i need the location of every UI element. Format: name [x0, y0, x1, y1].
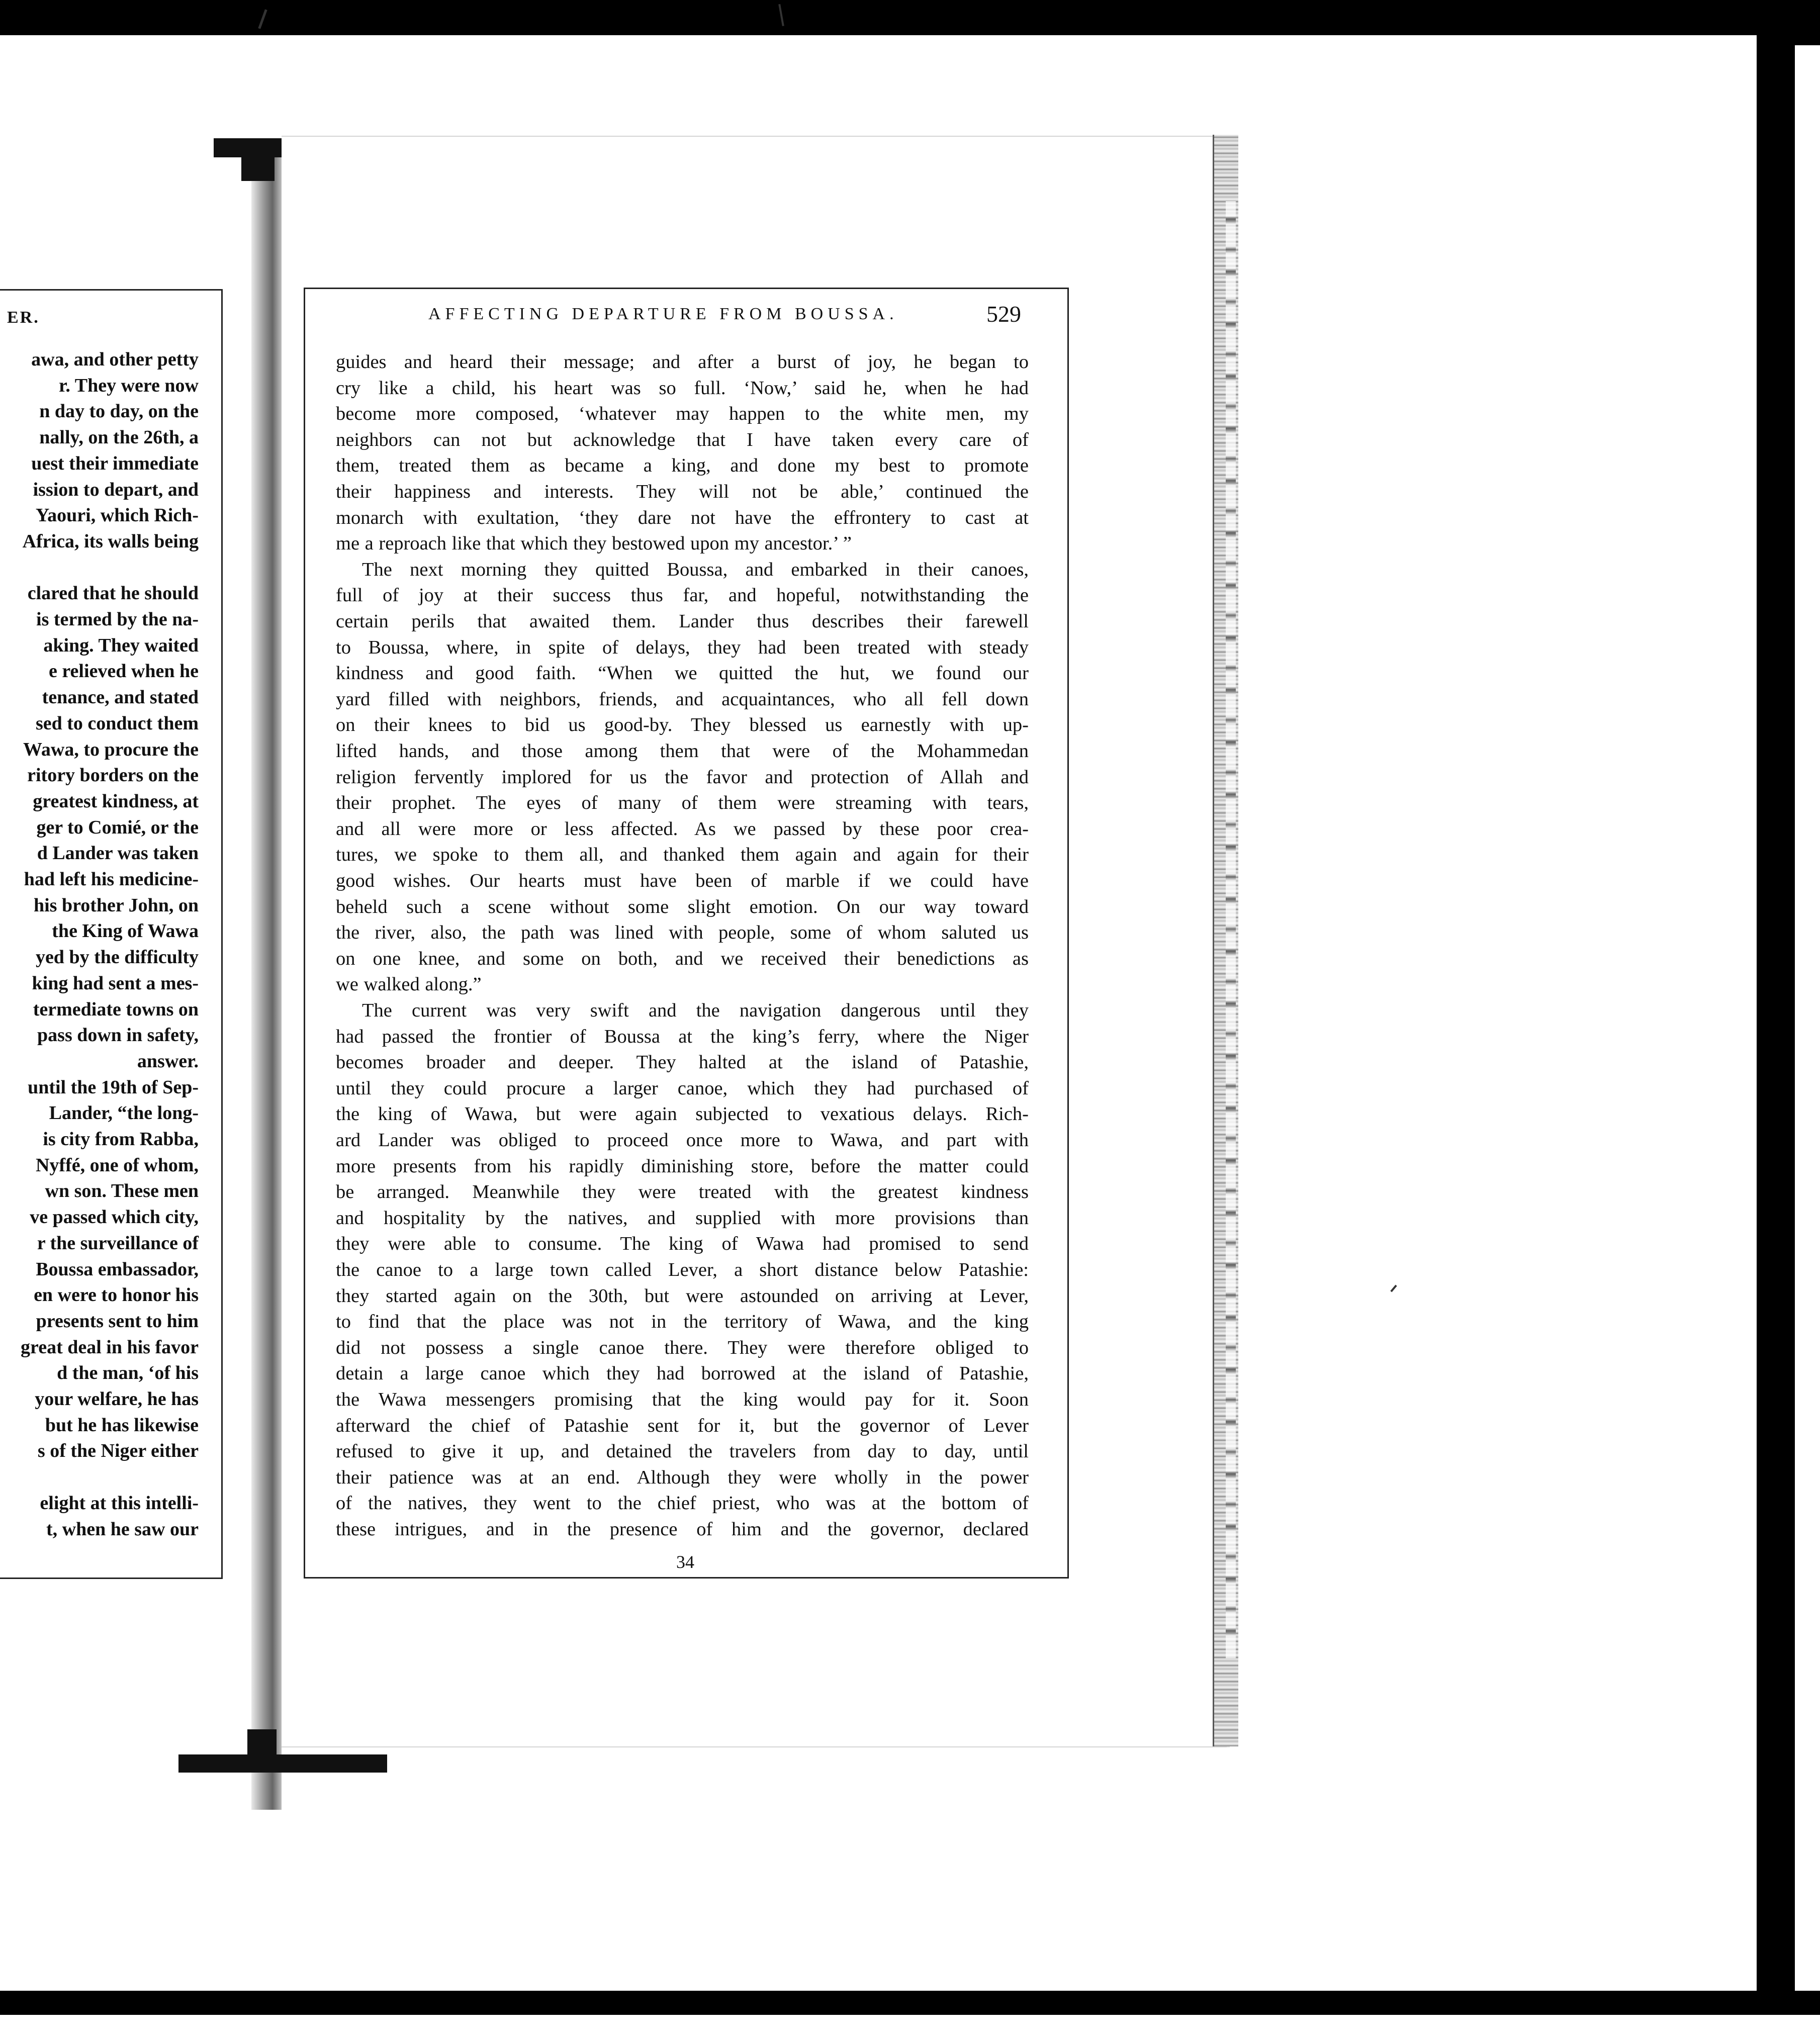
text-line: on one knee, and some on both, and we received their benedictions as	[336, 948, 1029, 969]
left-text-line: but he has likewise	[45, 1414, 199, 1436]
left-text-line: ger to Comié, or the	[36, 816, 199, 838]
left-text-line: t, when he saw our	[46, 1518, 199, 1540]
left-text-line: r the surveillance of	[37, 1232, 199, 1254]
text-line: and hospitality by the natives, and supplied with more provisions than	[336, 1207, 1029, 1229]
text-line: their happiness and interests. They will not be able,’ continued the	[336, 481, 1029, 502]
text-line: they were able to consume. The king of Wawa had promised to send	[336, 1233, 1029, 1255]
left-text-line: clared that he should	[27, 583, 199, 604]
scanner-right-edge	[1795, 45, 1820, 1991]
left-text-line: yed by the difficulty	[35, 947, 199, 968]
left-text-line: ve passed which city,	[30, 1207, 199, 1228]
left-text-line: wn son. These men	[45, 1180, 199, 1202]
binding-clip-bottom	[178, 1754, 387, 1773]
left-text-line: en were to honor his	[34, 1284, 199, 1306]
left-text-line: tenance, and stated	[42, 687, 199, 708]
left-text-line: nally, on the 26th, a	[39, 427, 199, 448]
text-line: of the natives, they went to the chief priest, who was at the bottom of	[336, 1493, 1029, 1514]
text-line: until they could procure a larger canoe, which they had purchased of	[336, 1077, 1029, 1099]
text-line: the Wawa messengers promising that the king would pay for it. Soon	[336, 1389, 1029, 1410]
text-line: The next morning they quitted Boussa, and embarked in their canoes,	[362, 559, 1029, 580]
signature-mark: 34	[676, 1552, 694, 1572]
text-line: we walked along.”	[336, 974, 482, 995]
binding-clip-top-tab	[241, 146, 275, 181]
binding-clip-bottom-tab	[247, 1729, 277, 1765]
text-line: their patience was at an end. Although they were wholly in the power	[336, 1466, 1029, 1488]
left-text-line: until the 19th of Sep-	[28, 1076, 199, 1098]
text-line: refused to give it up, and detained the travelers from day to day, until	[336, 1441, 1029, 1462]
left-text-line: termediate towns on	[33, 998, 199, 1020]
left-text-line: ritory borders on the	[27, 765, 199, 786]
left-text-line: d the man, ‘of his	[57, 1362, 199, 1384]
left-text-line: had left his medicine-	[24, 869, 199, 890]
left-text-line: king had sent a mes-	[32, 972, 199, 994]
left-text-line: d Lander was taken	[37, 843, 199, 864]
left-text-line: Africa, its walls being	[22, 530, 199, 552]
left-text-line: s of the Niger either	[37, 1440, 199, 1462]
text-line: they started again on the 30th, but were astounded on arriving at Lever,	[336, 1285, 1029, 1307]
left-text-line: is termed by the na-	[36, 609, 199, 630]
text-line: did not possess a single canoe there. They were therefore obliged to	[336, 1337, 1029, 1358]
text-line: and all were more or less affected. As we passed by these poor crea-	[336, 818, 1029, 840]
left-text-line: Boussa embassador,	[36, 1258, 199, 1280]
left-text-line: answer.	[137, 1050, 199, 1072]
left-text-line: pass down in safety,	[37, 1025, 199, 1046]
text-line: lifted hands, and those among them that were of the Mohammedan	[336, 740, 1029, 762]
text-line: become more composed, ‘whatever may happen to the white men, my	[336, 403, 1029, 425]
text-line: beheld such a scene without some slight emotion. On our way toward	[336, 896, 1029, 917]
text-line: to Boussa, where, in spite of delays, they had been treated with steady	[336, 636, 1029, 658]
text-line: me a reproach like that which they bestowed upon my ancestor.’ ”	[336, 533, 852, 554]
text-line: on their knees to bid us good-by. They blessed us earnestly with up-	[336, 714, 1029, 736]
text-line: tures, we spoke to them all, and thanked them again and again for their	[336, 844, 1029, 866]
text-line: cry like a child, his heart was so full. ‘Now,’ said he, when he had	[336, 377, 1029, 399]
text-line: afterward the chief of Patashie sent for it, but the governor of Lever	[336, 1415, 1029, 1436]
left-text-line: e relieved when he	[49, 661, 199, 682]
text-line: guides and heard their message; and after a burst of joy, he began to	[336, 351, 1029, 373]
left-text-line: presents sent to him	[36, 1310, 199, 1332]
text-line: The current was very swift and the navigation dangerous until they	[362, 1000, 1029, 1021]
text-line: be arranged. Meanwhile they were treated with the greatest kindness	[336, 1181, 1029, 1203]
running-head: AFFECTING DEPARTURE FROM BOUSSA.	[428, 305, 898, 323]
page-number: 529	[986, 301, 1021, 327]
left-text-line: great deal in his favor	[21, 1336, 199, 1358]
text-line: full of joy at their success thus far, and hopeful, notwithstanding the	[336, 585, 1029, 606]
left-text-line: r. They were now	[59, 375, 199, 396]
text-line: certain perils that awaited them. Lander thus describes their farewell	[336, 611, 1029, 632]
text-line: monarch with exultation, ‘they dare not have the effrontery to cast at	[336, 507, 1029, 528]
text-line: had passed the frontier of Boussa at the king’s ferry, where the Niger	[336, 1026, 1029, 1047]
text-line: detain a large canoe which they had borrowed at the island of Patashie,	[336, 1363, 1029, 1384]
text-line: yard filled with neighbors, friends, and acquaintances, who all fell down	[336, 688, 1029, 710]
left-running-head: ER.	[7, 308, 40, 327]
text-line: good wishes. Our hearts must have been of marble if we could have	[336, 870, 1029, 891]
text-line: them, treated them as became a king, and done my best to promote	[336, 455, 1029, 477]
scanner-bottom-edge	[0, 2015, 1820, 2039]
left-text-line: your welfare, he has	[35, 1388, 199, 1410]
text-line: to find that the place was not in the territory of Wawa, and the king	[336, 1311, 1029, 1333]
left-text-line: is city from Rabba,	[43, 1129, 199, 1150]
text-line: becomes broader and deeper. They halted at the island of Patashie,	[336, 1052, 1029, 1073]
text-line: their prophet. The eyes of many of them were streaming with tears,	[336, 792, 1029, 814]
text-line: more presents from his rapidly diminishing store, before the matter could	[336, 1155, 1029, 1177]
text-line: ard Lander was obliged to proceed once more to Wawa, and part with	[336, 1130, 1029, 1151]
left-text-line: awa, and other petty	[31, 349, 199, 370]
text-line: religion fervently implored for us the favor and protection of Allah and	[336, 766, 1029, 788]
left-text-line: Lander, “the long-	[49, 1102, 199, 1124]
text-line: neighbors can not but acknowledge that I have taken every care of	[336, 429, 1029, 450]
book-gutter	[251, 151, 282, 1810]
left-text-line: sed to conduct them	[35, 712, 199, 734]
left-text-line: elight at this intelli-	[40, 1492, 199, 1514]
page-edges-shading	[1226, 201, 1236, 1659]
text-line: the king of Wawa, but were again subjected to vexatious delays. Rich-	[336, 1103, 1029, 1125]
text-line: the river, also, the path was lined with people, some of whom saluted us	[336, 922, 1029, 944]
left-text-line: ission to depart, and	[33, 479, 199, 500]
text-line: the canoe to a large town called Lever, a short distance below Patashie:	[336, 1259, 1029, 1280]
left-text-line: Yaouri, which Rich-	[35, 505, 199, 526]
text-line: these intrigues, and in the presence of him and the governor, declared	[336, 1519, 1029, 1540]
left-text-line: the King of Wawa	[52, 920, 199, 942]
left-text-line: uest their immediate	[31, 452, 199, 474]
left-text-line: Nyffé, one of whom,	[35, 1154, 199, 1176]
text-line: kindness and good faith. “When we quitted the hut, we found our	[336, 663, 1029, 684]
left-text-line: Wawa, to procure the	[23, 738, 199, 760]
left-text-line: aking. They waited	[43, 634, 199, 656]
left-text-line: n day to day, on the	[39, 401, 199, 422]
left-text-line: greatest kindness, at	[33, 790, 199, 812]
left-text-line: his brother John, on	[33, 894, 199, 916]
